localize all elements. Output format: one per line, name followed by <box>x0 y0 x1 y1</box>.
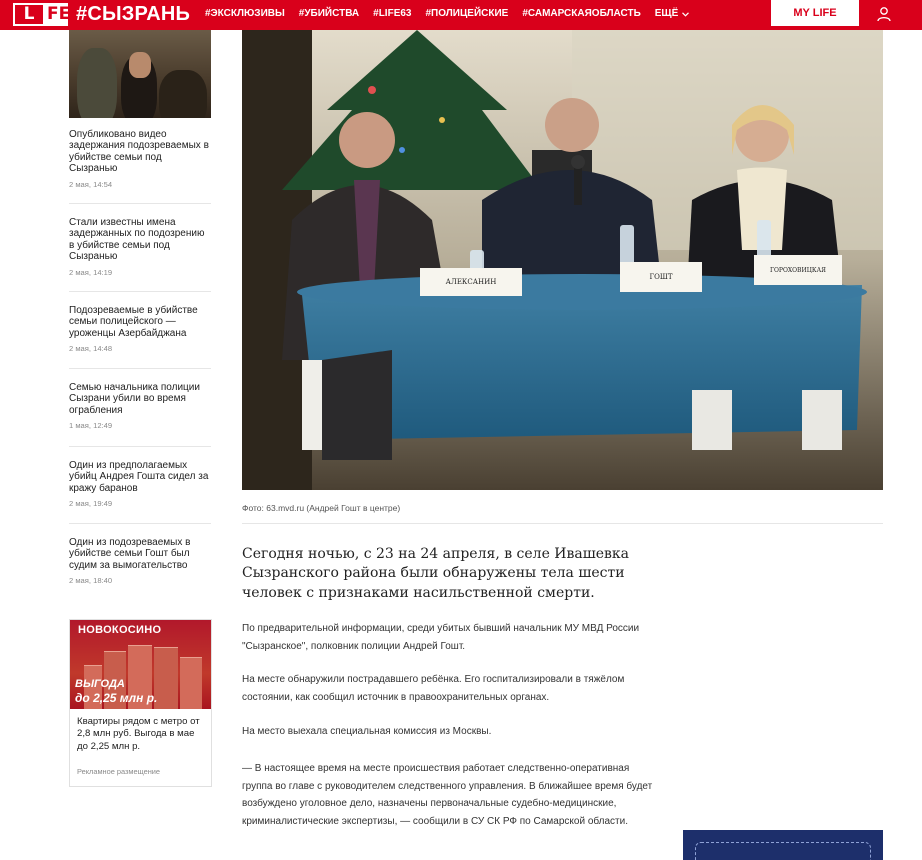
promo-dashed-frame <box>695 842 871 860</box>
news-item-date: 2 мая, 14:19 <box>69 267 113 277</box>
photo-caption: Фото: 63.mvd.ru (Андрей Гошт в центре) <box>242 503 401 513</box>
sidebar-news-item[interactable] <box>69 129 211 189</box>
article-paragraph: На место выехала специальная комиссия из Москвы. <box>242 726 492 737</box>
press-conference-photo <box>242 30 883 490</box>
nav-tag-police[interactable]: #ПОЛИЦЕЙСКИЕ <box>425 8 509 19</box>
nameplate-aleksanin: АЛЕКСАНИН <box>445 278 497 286</box>
news-item-title[interactable]: Один из предполагаемых убийц Андрея Гошта сидел за кражу баранов <box>69 460 209 494</box>
my-life-button[interactable]: MY LIFE <box>771 0 859 26</box>
news-item-date: 2 мая, 18:40 <box>69 576 113 586</box>
divider <box>69 203 211 204</box>
ad-promo-amount: до 2,25 млн р. <box>75 691 158 705</box>
nameplate-gorokhovitskaya: ГОРОХОВИЦКАЯ <box>770 267 826 274</box>
related-news-sidebar <box>69 30 211 586</box>
nav-tag-exclusives[interactable]: #ЭКСКЛЮЗИВЫ <box>205 8 285 19</box>
news-item-date: 1 мая, 12:49 <box>69 421 113 431</box>
article-paragraph: — В настоящее время на месте происшествия работает следственно-оперативная группа во главе с руководителем следственного управления. В ближайшее время будет возбуждено уголовное дело, назначены первоначальные судебно-медицинские, криминалистические экспертизы, — сообщили в СУ СК РФ по Самарской области. <box>242 763 653 827</box>
article-paragraph: На месте обнаружили пострадавшего ребёнка. Его госпитализировали в тяжёлом состоянии, как сообщил источник в правоохранительных органах. <box>242 674 625 703</box>
city-title[interactable]: #СЫЗРАНЬ <box>76 3 191 25</box>
news-item-title[interactable]: Подозреваемые в убийстве семьи полицейского — уроженцы Азербайджана <box>69 305 198 339</box>
article-photo <box>242 30 883 490</box>
nameplate-gosht: ГОШТ <box>649 273 673 281</box>
tag-navigation <box>205 8 703 20</box>
ad-building-graphic <box>154 647 178 709</box>
ad-promo-title: ВЫГОДА <box>75 678 125 690</box>
nav-tag-murders[interactable]: #УБИЙСТВА <box>298 8 360 19</box>
sidebar-news-item[interactable] <box>69 382 211 430</box>
news-item-date: 2 мая, 14:48 <box>69 344 113 354</box>
sponsored-ad[interactable] <box>69 619 212 787</box>
top-navigation-bar <box>0 0 922 30</box>
chevron-down-icon <box>682 12 689 17</box>
ad-disclaimer-label: Рекламное размещение <box>77 767 161 776</box>
ad-building-graphic <box>180 657 202 709</box>
user-profile-icon[interactable] <box>876 6 892 22</box>
divider <box>242 523 883 524</box>
news-item-title[interactable]: Стали известны имена задержанных по подозрению в убийстве семьи под Сызранью <box>69 217 205 263</box>
ad-banner-image[interactable] <box>70 620 211 709</box>
article-lead: Сегодня ночью, с 23 на 24 апреля, в селе Ивашевка Сызранского района были обнаружены тела шести человек с признаками насильственной смерти. <box>242 546 630 601</box>
sidebar-news-item[interactable] <box>69 537 211 585</box>
news-item-date: 2 мая, 14:54 <box>69 179 113 189</box>
divider <box>69 368 211 369</box>
article-paragraph: По предварительной информации, среди убитых бывший начальник МУ МВД России "Сызранское", полковник полиции Андрей Гошт. <box>242 623 640 652</box>
nav-more-menu[interactable] <box>655 8 690 20</box>
news-item-date: 2 мая, 19:49 <box>69 499 113 509</box>
sidebar-news-item[interactable] <box>69 460 211 508</box>
sidebar-news-item[interactable] <box>69 217 211 277</box>
sidebar-news-item[interactable] <box>69 305 211 353</box>
divider <box>69 291 211 292</box>
divider <box>69 446 211 447</box>
nav-more-label: ЕЩЁ <box>654 8 679 19</box>
nav-tag-life63[interactable]: #LIFE63 <box>373 8 412 19</box>
related-news-thumbnail[interactable] <box>69 30 211 118</box>
divider <box>69 523 211 524</box>
news-item-title[interactable]: Один из подозреваемых в убийстве семьи Гошт был судим за вымогательство <box>69 537 191 571</box>
life-logo[interactable]: L FE <box>13 3 68 26</box>
ad-description[interactable]: Квартиры рядом с метро от 2,8 млн руб. Выгода в мае до 2,25 млн р. <box>77 716 200 752</box>
ad-brand-name: НОВОКОСИНО <box>78 624 162 636</box>
news-item-title[interactable]: Семью начальника полиции Сызрани убили во время ограбления <box>69 382 200 416</box>
nav-tag-samara-region[interactable]: #САМАРСКАЯОБЛАСТЬ <box>522 8 641 19</box>
news-item-title[interactable]: Опубликовано видео задержания подозреваемых в убийстве семьи под Сызранью <box>69 129 209 175</box>
right-promo-panel[interactable] <box>683 830 883 860</box>
